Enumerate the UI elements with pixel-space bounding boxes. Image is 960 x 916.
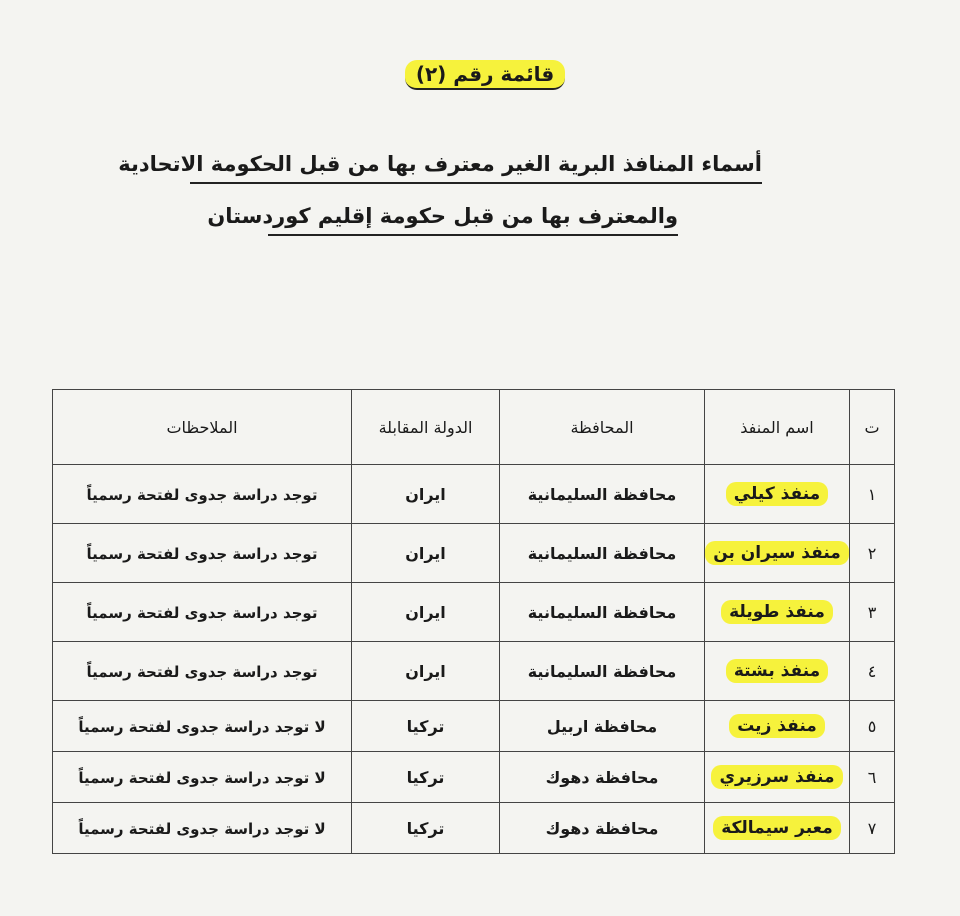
governorate: محافظة السليمانية xyxy=(527,661,677,681)
row-num: ٤ xyxy=(850,642,895,701)
table-row xyxy=(53,803,895,854)
governorate: محافظة السليمانية xyxy=(527,602,677,622)
port-name: منفذ كيلي xyxy=(726,482,828,506)
row-num: ٢ xyxy=(850,524,895,583)
header-port-name: اسم المنفذ xyxy=(705,390,850,465)
notes: توجد دراسة جدوى لفتحة رسمياً xyxy=(86,544,318,563)
list-title: قائمة رقم (٢) xyxy=(405,60,565,90)
notes: لا توجد دراسة جدوى لفتحة رسمياً xyxy=(78,717,326,736)
port-name: معبر سيمالكة xyxy=(713,816,841,840)
notes: توجد دراسة جدوى لفتحة رسمياً xyxy=(86,662,318,681)
notes: لا توجد دراسة جدوى لفتحة رسمياً xyxy=(78,819,326,838)
header-notes: الملاحظات xyxy=(53,390,352,465)
notes: توجد دراسة جدوى لفتحة رسمياً xyxy=(86,603,318,622)
governorate: محافظة اربيل xyxy=(546,716,658,736)
country: تركيا xyxy=(406,818,445,838)
row-num: ٥ xyxy=(850,701,895,752)
header-country: الدولة المقابلة xyxy=(352,390,500,465)
port-name: منفذ بشتة xyxy=(726,659,828,683)
governorate: محافظة السليمانية xyxy=(527,484,677,504)
country: ايران xyxy=(405,661,446,681)
port-name: منفذ سيران بن xyxy=(705,541,849,565)
row-num: ١ xyxy=(850,465,895,524)
row-num: ٣ xyxy=(850,583,895,642)
port-name: منفذ طويلة xyxy=(721,600,833,624)
notes: توجد دراسة جدوى لفتحة رسمياً xyxy=(86,485,318,504)
country: ايران xyxy=(405,543,446,563)
row-num: ٦ xyxy=(850,752,895,803)
border-ports-table xyxy=(52,389,895,854)
country: ايران xyxy=(405,602,446,622)
heading-line-2: والمعترف بها من قبل حكومة إقليم كوردستان xyxy=(268,204,678,236)
table-row xyxy=(53,465,895,524)
heading-line-1: أسماء المنافذ البرية الغير معترف بها من قبل الحكومة الاتحادية xyxy=(190,152,762,184)
port-name: منفذ زيت xyxy=(729,714,825,738)
port-name: منفذ سرزيري xyxy=(711,765,842,789)
table-row xyxy=(53,524,895,583)
notes: لا توجد دراسة جدوى لفتحة رسمياً xyxy=(78,768,326,787)
country: تركيا xyxy=(406,716,445,736)
table-row xyxy=(53,752,895,803)
row-num: ٧ xyxy=(850,803,895,854)
table-row xyxy=(53,583,895,642)
country: تركيا xyxy=(406,767,445,787)
header-governorate: المحافظة xyxy=(500,390,705,465)
table-header-row xyxy=(53,390,895,465)
header-num: ت xyxy=(850,390,895,465)
table-row xyxy=(53,642,895,701)
governorate: محافظة دهوك xyxy=(545,767,659,787)
governorate: محافظة السليمانية xyxy=(527,543,677,563)
table-row xyxy=(53,701,895,752)
governorate: محافظة دهوك xyxy=(545,818,659,838)
country: ايران xyxy=(405,484,446,504)
